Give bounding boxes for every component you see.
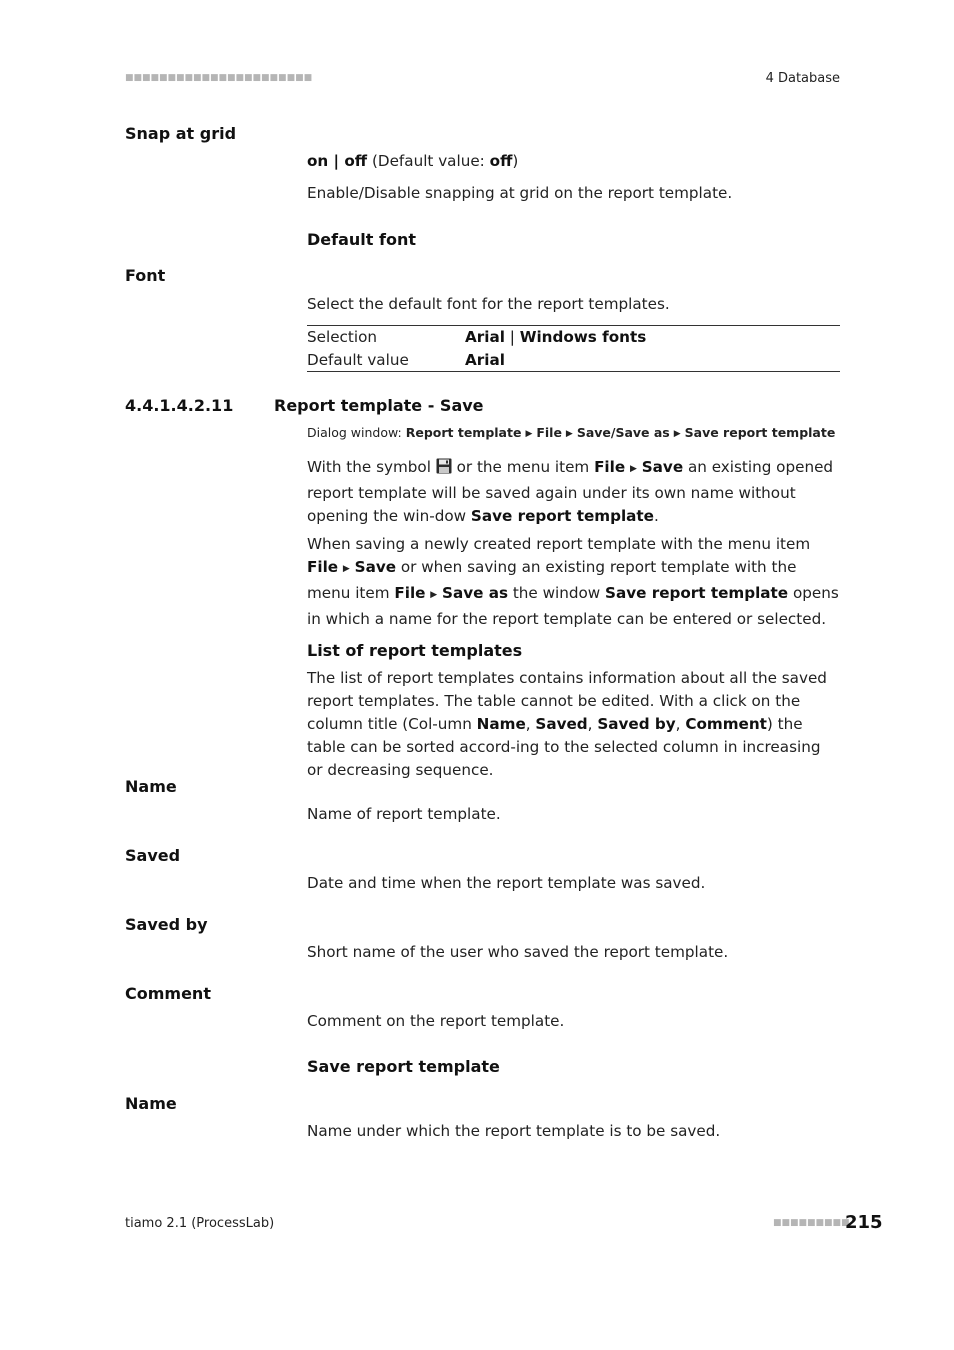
value-off: off — [344, 152, 368, 170]
menu-save: Save — [354, 558, 397, 576]
subhead-save-report-template: Save report template — [307, 1057, 500, 1076]
text: With the symbol — [307, 458, 436, 476]
text: or when saving an existing report template with the menu item — [307, 558, 797, 602]
text: The list of report templates contains information about all the saved report templates. The table cannot be edited. With a click on the column title (Col-umn — [307, 669, 827, 733]
desc-saved: Date and time when the report template was saved. — [307, 874, 706, 892]
default-label: Default value — [307, 350, 409, 369]
column-saved-by: Saved by — [597, 715, 676, 733]
paragraph-list — [307, 667, 840, 782]
column-saved: Saved — [535, 715, 588, 733]
snap-values — [307, 150, 840, 173]
triangle-right-icon: ▶ — [673, 429, 681, 439]
text: ) the table can be sorted accord-ing to the selected column in increasing or decreasing sequence. — [307, 715, 821, 779]
text: an existing opened report template will be saved again under its own name without opening the win-dow — [307, 458, 834, 525]
value-separator: | — [328, 152, 345, 170]
triangle-right-icon: ▶ — [565, 429, 573, 439]
menu-save-as: Save as — [442, 584, 508, 602]
paragraph-save-symbol — [307, 456, 840, 528]
dialog-path — [307, 425, 835, 440]
dialog-path-item: Save/Save as — [576, 425, 670, 440]
subhead-default-font: Default font — [307, 230, 416, 249]
selection-values — [465, 326, 646, 349]
menu-file: File — [307, 558, 339, 576]
term-snap-at-grid: Snap at grid — [125, 124, 237, 143]
default-value: off — [489, 152, 513, 170]
text: , — [675, 715, 686, 733]
paragraph-save-new — [307, 533, 840, 631]
window-name: Save report template — [605, 584, 789, 602]
term-saved: Saved — [125, 846, 181, 865]
triangle-right-icon: ▶ — [430, 590, 438, 600]
term-name: Name — [125, 777, 177, 796]
menu-save: Save — [641, 458, 684, 476]
column-comment: Comment — [685, 715, 767, 733]
text: opens in which a name for the report template can be entered or selected. — [307, 584, 839, 628]
term-save-name: Name — [125, 1094, 177, 1113]
term-comment: Comment — [125, 984, 211, 1003]
section-title: Report template - Save — [274, 396, 484, 415]
dialog-path-item: Report template — [405, 425, 522, 440]
desc-name: Name of report template. — [307, 805, 501, 823]
selection-label: Selection — [307, 328, 377, 346]
menu-file: File — [394, 584, 426, 602]
column-name: Name — [476, 715, 526, 733]
triangle-right-icon: ▶ — [342, 564, 350, 574]
term-saved-by: Saved by — [125, 915, 208, 934]
desc-save-name: Name under which the report template is to be saved. — [307, 1122, 721, 1140]
section-number: 4.4.1.4.2.11 — [125, 396, 234, 415]
table-row-selection — [307, 326, 840, 349]
value-on: on — [307, 152, 329, 170]
subhead-list-of-report-templates: List of report templates — [307, 641, 523, 660]
font-description: Select the default font for the report templates. — [307, 295, 670, 313]
table-row-default — [307, 349, 840, 372]
text: . — [654, 507, 659, 525]
dialog-path-item: File — [536, 425, 562, 440]
page-number: 215 — [845, 1212, 883, 1233]
text: the window — [508, 584, 606, 602]
text: or the menu item — [451, 458, 595, 476]
default-font-value: Arial — [465, 350, 505, 369]
footer-decoration: ■■■■■■■■■ — [773, 1218, 850, 1228]
footer-product: tiamo 2.1 (ProcessLab) — [125, 1216, 275, 1231]
triangle-right-icon: ▶ — [629, 464, 637, 474]
text: , — [587, 715, 598, 733]
text: , — [525, 715, 536, 733]
selection-arial: Arial — [465, 328, 505, 346]
font-options-table — [307, 325, 840, 372]
default-prefix: (Default value: — [367, 152, 490, 170]
chapter-title: 4 Database — [765, 71, 840, 86]
snap-description: Enable/Disable snapping at grid on the report template. — [307, 184, 733, 202]
default-suffix: ) — [512, 152, 519, 170]
menu-file: File — [594, 458, 626, 476]
term-font: Font — [125, 266, 166, 285]
header-decoration: ■■■■■■■■■■■■■■■■■■■■■■ — [125, 73, 313, 83]
dialog-path-item: Save report template — [684, 425, 836, 440]
desc-saved-by: Short name of the user who saved the report template. — [307, 943, 729, 961]
selection-windows-fonts: Windows fonts — [519, 328, 647, 346]
text: When saving a newly created report template with the menu item — [307, 535, 811, 553]
triangle-right-icon: ▶ — [525, 429, 533, 439]
floppy-disk-icon — [436, 458, 452, 474]
window-name: Save report template — [470, 507, 654, 525]
dialog-prefix: Dialog window: — [307, 425, 406, 440]
desc-comment: Comment on the report template. — [307, 1012, 565, 1030]
selection-separator: | — [504, 328, 520, 346]
